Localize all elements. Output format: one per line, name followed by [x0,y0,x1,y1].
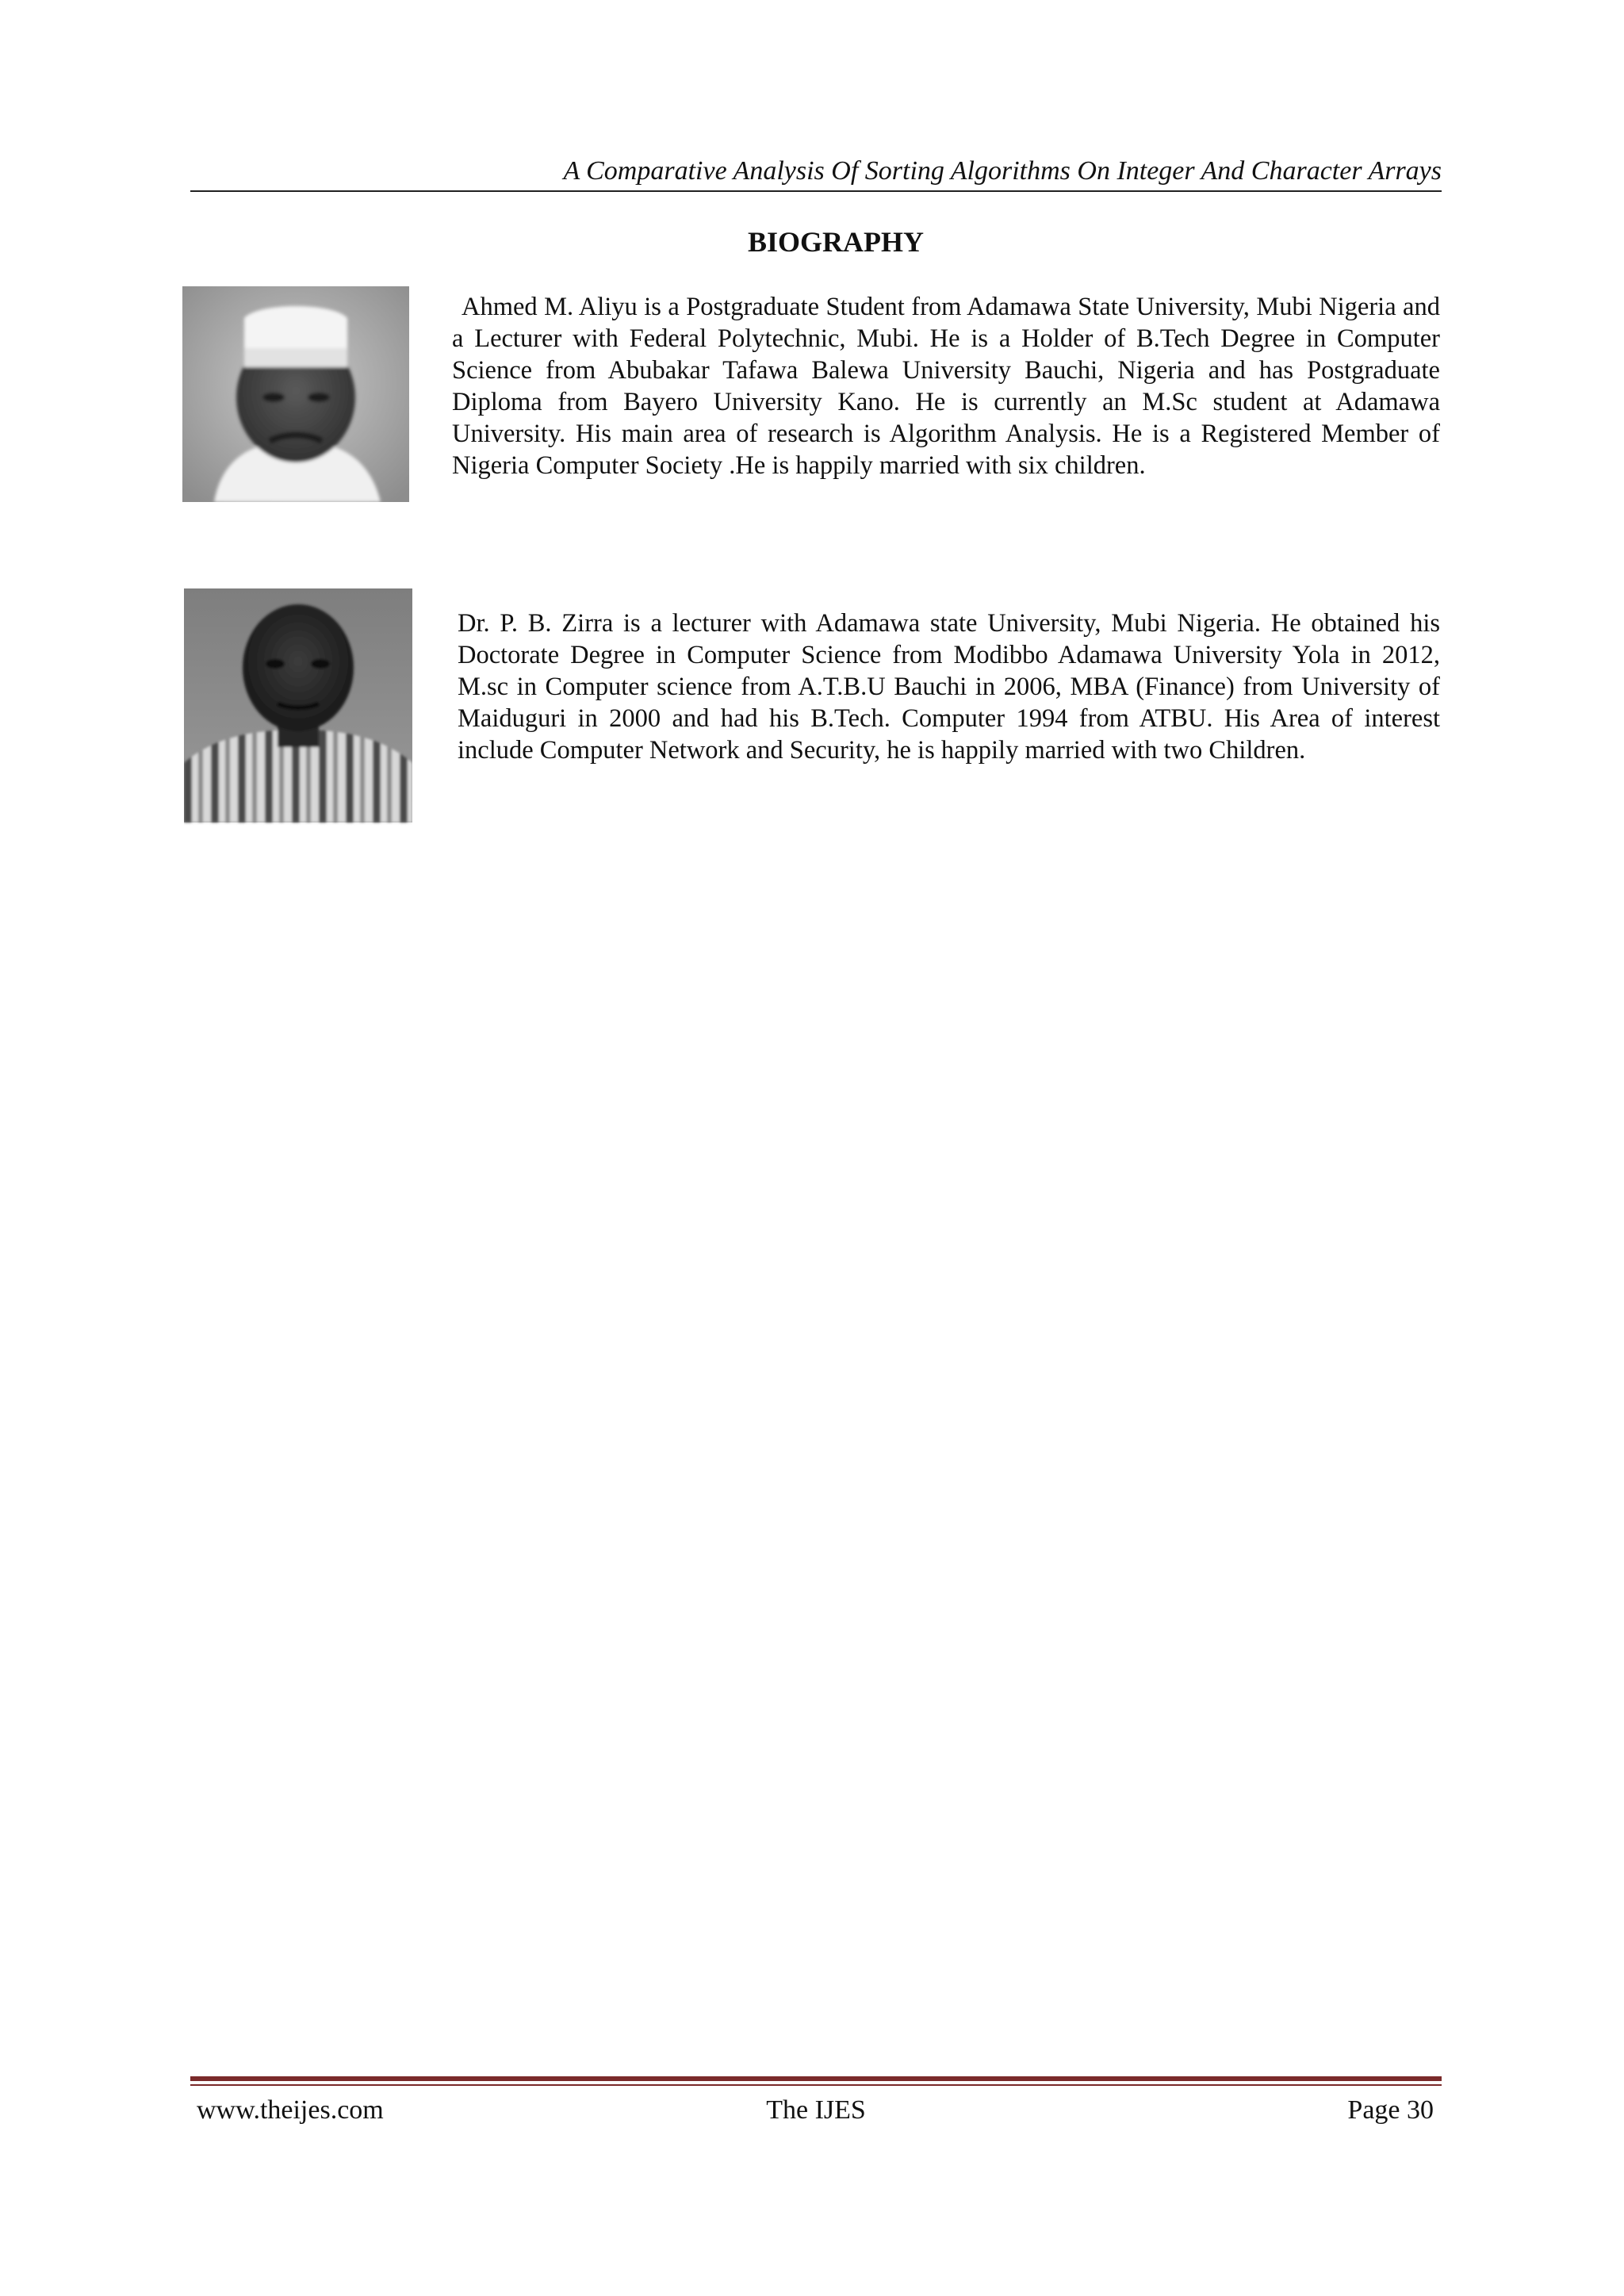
footer-journal-name: The IJES [766,2095,866,2125]
header-divider [190,190,1442,192]
section-heading-biography: BIOGRAPHY [747,226,924,258]
author-2-biography: Dr. P. B. Zirra is a lecturer with Adamawa state University, Mubi Nigeria. He obtained his Doctorate Degree in Computer Science from Modibbo Adamawa University Yola in 2012, M.sc in Computer science from A.T.B.U Bauchi in 2006, MBA (Finance) from University of Maiduguri in 2000 and had his B.Tech. Computer 1994 from ATBU. His Area of interest include Computer Network and Security, he is happily married with two Children. [458,609,1440,765]
author-portrait-photo-icon [182,286,409,502]
running-header-title: A Comparative Analysis Of Sorting Algorithms On Integer And Character Arrays [563,156,1442,186]
page-footer [190,2091,1442,2130]
author-portrait-photo-icon [184,588,412,838]
author-1-photo [182,286,409,502]
author-2-photo [184,588,412,838]
footer-divider-thin [190,2084,1442,2086]
author-1-biography: Ahmed M. Aliyu is a Postgraduate Student from Adamawa State University, Mubi Nigeria and a Lecturer with Federal Polytechnic, Mubi. He is a Holder of B.Tech Degree in Computer Science from Abubakar Tafawa Balewa University Bauchi, Nigeria and has Postgraduate Diploma from Bayero University Kano. He is currently an M.Sc student at Adamawa University. His main area of research is Algorithm Analysis. He is a Registered Member of Nigeria Computer Society .He is happily married with six children. [452,293,1440,480]
footer-divider-thick [190,2076,1442,2081]
footer-website: www.theijes.com [197,2095,384,2125]
footer-page-number: Page 30 [1347,2095,1434,2125]
